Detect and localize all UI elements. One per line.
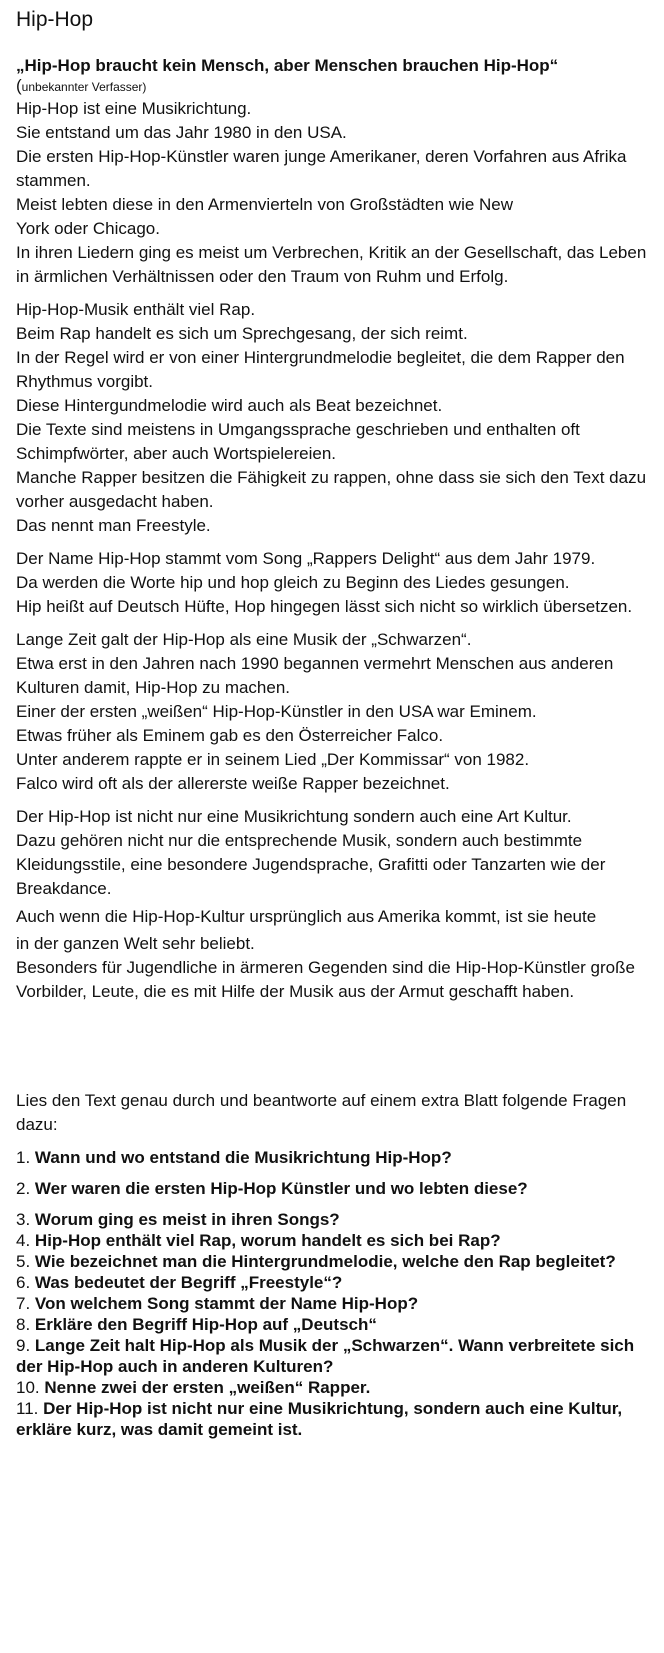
text-line: Manche Rapper besitzen die Fähigkeit zu rappen, ohne dass sie sich den Text dazu vorher ausgedacht haben. <box>16 468 647 511</box>
text-line: Etwas früher als Eminem gab es den Österreicher Falco. <box>16 726 444 745</box>
text-line: York oder Chicago. <box>16 219 160 238</box>
question-number: 4. <box>16 1231 31 1250</box>
question-text: Was bedeutet der Begriff „Freestyle“? <box>34 1273 343 1292</box>
text-line: Sie entstand um das Jahr 1980 in den USA. <box>16 123 347 142</box>
list-item <box>16 1230 648 1251</box>
text-line: Das nennt man Freestyle. <box>16 516 211 535</box>
question-number: 3. <box>16 1210 31 1229</box>
text-line: Auch wenn die Hip-Hop-Kultur ursprünglich aus Amerika kommt, ist sie heute <box>16 907 597 926</box>
question-text: Wann und wo entstand die Musikrichtung Hip-Hop? <box>34 1148 452 1167</box>
question-number: 1. <box>16 1148 31 1167</box>
author-open-paren: ( <box>16 76 22 95</box>
question-text: Lange Zeit halt Hip-Hop als Musik der „Schwarzen“. Wann verbreitete sich der Hip-Hop auch in anderen Kulturen? <box>16 1336 635 1376</box>
text-line: Da werden die Worte hip und hop gleich zu Beginn des Liedes gesungen. <box>16 573 570 592</box>
question-text: Der Hip-Hop ist nicht nur eine Musikrichtung, sondern auch eine Kultur, erkläre kurz, was damit gemeint ist. <box>16 1399 623 1439</box>
question-text: Hip-Hop enthält viel Rap, worum handelt es sich bei Rap? <box>34 1231 501 1250</box>
paragraph-5 <box>16 805 648 1004</box>
question-text: Wie bezeichnet man die Hintergrundmelodie, welche den Rap begleitet? <box>34 1252 616 1271</box>
text-line: Die ersten Hip-Hop-Künstler waren junge Amerikaner, deren Vorfahren aus Afrika stammen. <box>16 147 627 190</box>
task-instruction: Lies den Text genau durch und beantworte auf einem extra Blatt folgende Fragen dazu: <box>16 1091 627 1134</box>
list-item <box>16 1293 648 1314</box>
text-line: Beim Rap handelt es sich um Sprechgesang, der sich reimt. <box>16 324 468 343</box>
text-line: Der Hip-Hop ist nicht nur eine Musikrichtung sondern auch eine Art Kultur. <box>16 807 572 826</box>
text-line: Hip-Hop-Musik enthält viel Rap. <box>16 300 256 319</box>
question-text: Erkläre den Begriff Hip-Hop auf „Deutsch“ <box>34 1315 377 1334</box>
quote-author <box>16 76 648 97</box>
text-line: Besonders für Jugendliche in ärmeren Gegenden sind die Hip-Hop-Künstler große Vorbilder, Leute, die es mit Hilfe der Musik aus der Armut geschafft haben. <box>16 958 635 1001</box>
list-item <box>16 1178 648 1199</box>
question-number: 2. <box>16 1179 31 1198</box>
text-line: Meist lebten diese in den Armenvierteln von Großstädten wie New <box>16 195 514 214</box>
paragraph-1 <box>16 97 648 289</box>
text-line: In der Regel wird er von einer Hintergrundmelodie begleitet, die dem Rapper den Rhythmus vorgibt. <box>16 348 625 391</box>
question-number: 8. <box>16 1315 31 1334</box>
text-line: Lange Zeit galt der Hip-Hop als eine Musik der „Schwarzen“. <box>16 630 472 649</box>
list-item <box>16 1251 648 1272</box>
question-number: 7. <box>16 1294 31 1313</box>
list-item <box>16 1335 648 1377</box>
paragraph-4 <box>16 628 648 796</box>
question-text: Wer waren die ersten Hip-Hop Künstler und wo lebten diese? <box>34 1179 528 1198</box>
question-text: Von welchem Song stammt der Name Hip-Hop? <box>34 1294 419 1313</box>
page-title: Hip-Hop <box>16 8 94 31</box>
list-item <box>16 1377 648 1398</box>
text-line: Der Name Hip-Hop stammt vom Song „Rappers Delight“ aus dem Jahr 1979. <box>16 549 596 568</box>
text-line: In ihren Liedern ging es meist um Verbrechen, Kritik an der Gesellschaft, das Leben in ärmlichen Verhältnissen oder den Traum von Ruhm und Erfolg. <box>16 243 647 286</box>
text-line: Hip heißt auf Deutsch Hüfte, Hop hingegen lässt sich nicht so wirklich übersetzen. <box>16 597 633 616</box>
list-item <box>16 1147 648 1168</box>
question-number: 9. <box>16 1336 31 1355</box>
question-number: 6. <box>16 1273 31 1292</box>
text-line: Die Texte sind meistens in Umgangssprache geschrieben und enthalten oft Schimpfwörter, aber auch Wortspielereien. <box>16 420 580 463</box>
quote: „Hip-Hop braucht kein Mensch, aber Menschen brauchen Hip-Hop“ <box>16 56 559 75</box>
text-line: Hip-Hop ist eine Musikrichtung. <box>16 99 252 118</box>
list-item <box>16 1398 648 1440</box>
text-line: in der ganzen Welt sehr beliebt. <box>16 934 255 953</box>
list-item <box>16 1314 648 1335</box>
question-number: 5. <box>16 1252 31 1271</box>
question-number: 10. <box>16 1378 40 1397</box>
list-item <box>16 1209 648 1230</box>
question-text: Worum ging es meist in ihren Songs? <box>34 1210 340 1229</box>
question-text: Nenne zwei der ersten „weißen“ Rapper. <box>44 1378 371 1397</box>
text-line: Einer der ersten „weißen“ Hip-Hop-Künstler in den USA war Eminem. <box>16 702 537 721</box>
list-item <box>16 1272 648 1293</box>
paragraph-2 <box>16 298 648 538</box>
text-line: Diese Hintergundmelodie wird auch als Beat bezeichnet. <box>16 396 443 415</box>
paragraph-3 <box>16 547 648 619</box>
author-text: unbekannter Verfasser) <box>21 80 147 94</box>
question-list <box>16 1147 648 1440</box>
text-line: Unter anderem rappte er in seinem Lied „Der Kommissar“ von 1982. <box>16 750 530 769</box>
text-line: Etwa erst in den Jahren nach 1990 begannen vermehrt Menschen aus anderen Kulturen damit, Hip-Hop zu machen. <box>16 654 614 697</box>
question-number: 11. <box>16 1399 39 1418</box>
text-line: Dazu gehören nicht nur die entsprechende Musik, sondern auch bestimmte Kleidungsstile, eine besondere Jugendsprache, Grafitti oder Tanzarten wie der Breakdance. <box>16 831 606 898</box>
text-line: Falco wird oft als der allererste weiße Rapper bezeichnet. <box>16 774 450 793</box>
